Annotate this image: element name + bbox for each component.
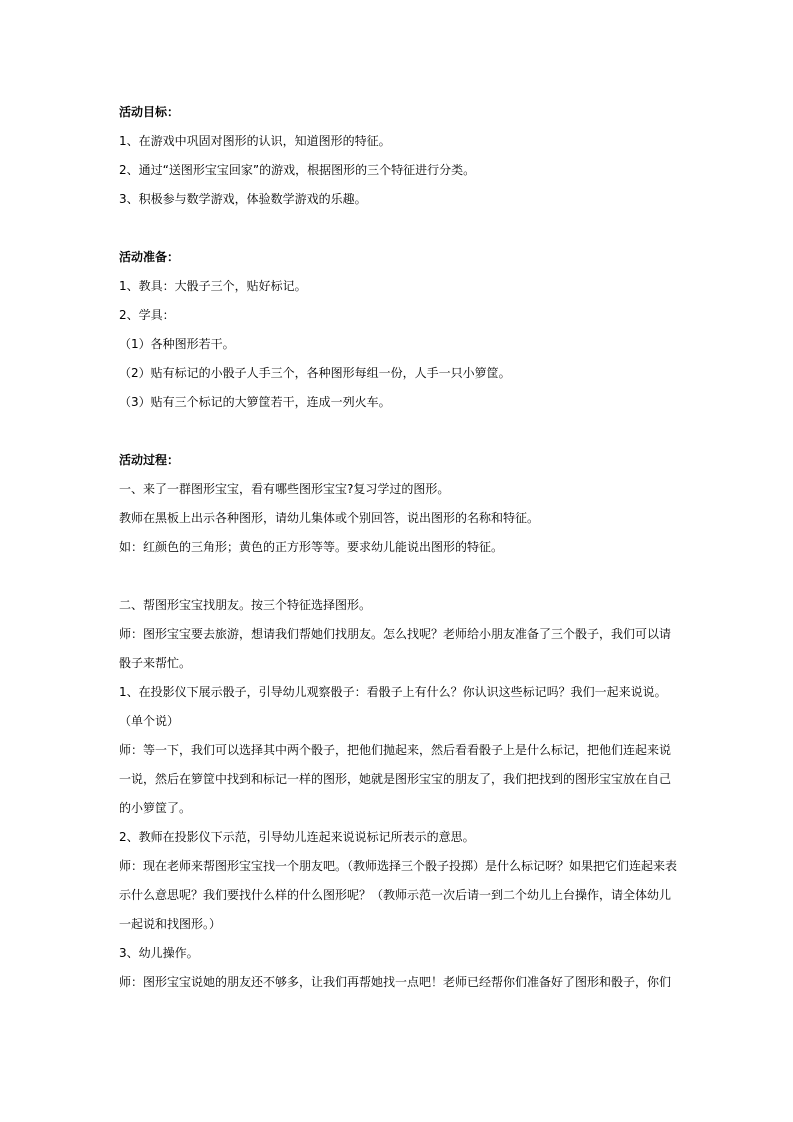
process-paragraph: 师：等一下，我们可以选择其中两个骰子，把他们抛起来，然后看看骰子上是什么标记，把他们连起来说一说，然后在箩筐中找到和标记一样的图形，她就是图形宝宝的朋友了，我们把找到的图形宝宝放在自己的小箩筐了。 xyxy=(119,743,672,815)
process-paragraph: 2、教师在投影仪下示范，引导幼儿连起来说说标记所表示的意思。 xyxy=(119,830,475,844)
process-paragraph: 师：图形宝宝说她的朋友还不够多，让我们再帮她找一点吧！老师已经帮你们准备好了图形和骰子，你们 xyxy=(119,975,672,989)
spacer xyxy=(119,417,679,446)
process-paragraph: 如：红颜色的三角形；黄色的正方形等等。要求幼儿能说出图形的特征。 xyxy=(119,540,504,554)
process-paragraph: 教师在黑板上出示各种图形，请幼儿集体或个别回答，说出图形的名称和特征。 xyxy=(119,511,540,525)
process-paragraph: 1、在投影仪下展示骰子，引导幼儿观察骰子：看骰子上有什么？你认识这些标记吗？我们一起来说说。（单个说） xyxy=(119,685,667,728)
process-paragraph: 3、幼儿操作。 xyxy=(119,946,199,960)
spacer xyxy=(119,562,679,591)
prep-item: （3）贴有三个标记的大箩筐若干，连成一列火车。 xyxy=(119,395,391,409)
prep-item: 2、学具： xyxy=(119,308,175,322)
process-paragraph: 二、帮图形宝宝找朋友。按三个特征选择图形。 xyxy=(119,598,372,612)
goal-item: 2、通过“送图形宝宝回家”的游戏，根据图形的三个特征进行分类。 xyxy=(119,163,476,177)
section-heading-process: 活动过程： xyxy=(119,453,180,467)
section-heading-prep: 活动准备： xyxy=(119,250,180,264)
section-heading-goals: 活动目标： xyxy=(119,105,180,119)
prep-item: （1）各种图形若干。 xyxy=(119,337,235,351)
prep-item: 1、教具：大骰子三个，贴好标记。 xyxy=(119,279,307,293)
process-paragraph: 师：图形宝宝要去旅游，想请我们帮她们找朋友。怎么找呢？老师给小朋友准备了三个骰子，我们可以请骰子来帮忙。 xyxy=(119,627,672,670)
process-paragraph: 师：现在老师来帮图形宝宝找一个朋友吧。（教师选择三个骰子投掷）是什么标记呀？如果把它们连起来表示什么意思呢？我们要找什么样的什么图形呢？（教师示范一次后请一到二个幼儿上台操作，请全体幼儿一起说和找图形。） xyxy=(119,859,678,931)
process-paragraph: 一、来了一群图形宝宝，看有哪些图形宝宝?复习学过的图形。 xyxy=(119,482,450,496)
goal-item: 3、积极参与数学游戏，体验数学游戏的乐趣。 xyxy=(119,192,367,206)
spacer xyxy=(119,214,679,243)
prep-item: （2）贴有标记的小骰子人手三个，各种图形每组一份，人手一只小箩筐。 xyxy=(119,366,511,380)
goal-item: 1、在游戏中巩固对图形的认识，知道图形的特征。 xyxy=(119,134,391,148)
document-body xyxy=(119,98,679,997)
